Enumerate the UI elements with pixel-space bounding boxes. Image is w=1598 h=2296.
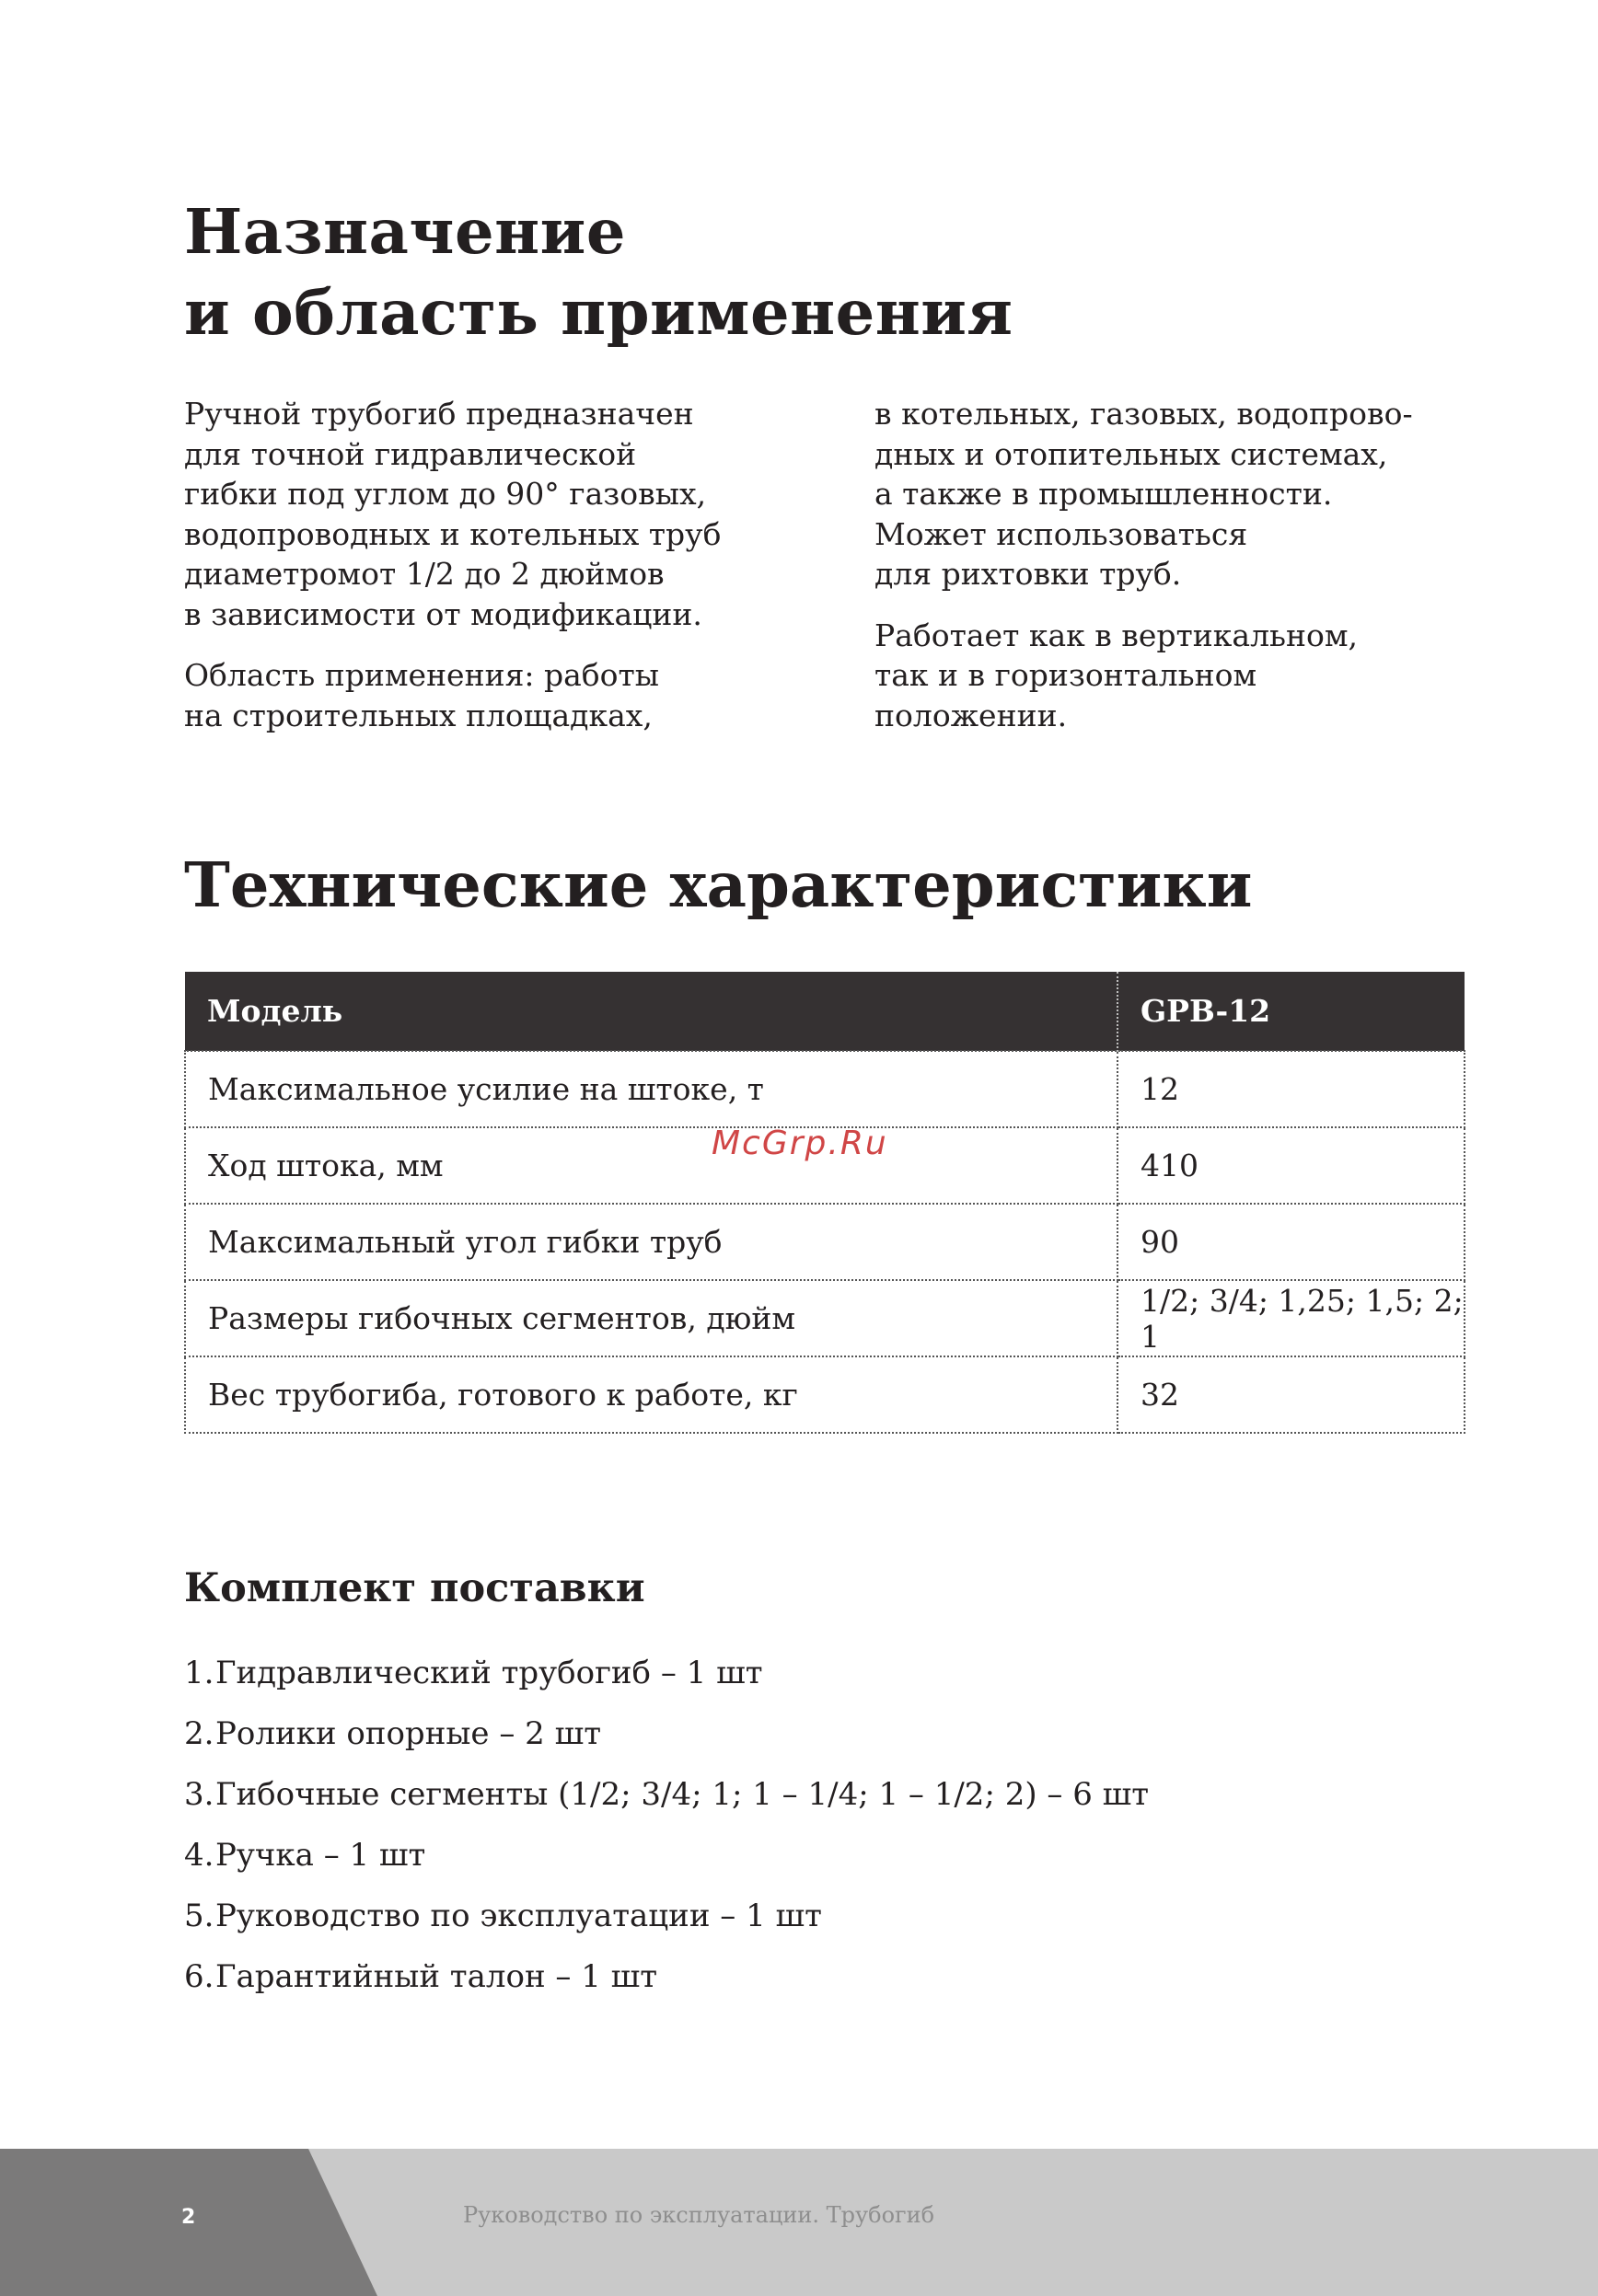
table-row: [185, 1356, 1465, 1433]
section-title-kit: Комплект поставки: [184, 1565, 645, 1611]
list-item-number: 3.: [184, 1776, 214, 1813]
section-title-specs: Технические характеристики: [184, 848, 1253, 921]
section-title-purpose-line1: Назначение: [184, 195, 626, 268]
intro-paragraph: в котельных, газовых, водопрово- дных и отопительных системах, а также в промышленности. Может использоваться для рихтовки труб.: [874, 396, 1413, 592]
intro-text: [184, 394, 1473, 756]
list-item: [184, 1643, 1149, 1703]
specs-table-header: [185, 972, 1465, 1051]
intro-paragraph: Работает как в вертикальном, так и в горизонтальном положении.: [874, 617, 1359, 733]
list-item-number: 5.: [184, 1898, 214, 1934]
list-item-text: Гидравлический трубогиб – 1 шт: [215, 1655, 763, 1691]
list-item-text: Ручка – 1 шт: [215, 1837, 426, 1874]
list-item-number: 2.: [184, 1715, 214, 1752]
list-item-text: Гибочные сегменты (1/2; 3/4; 1; 1 – 1/4; 1 – 1/2; 2) – 6 шт: [215, 1776, 1150, 1813]
spec-label: Ход штока, мм: [185, 1127, 1117, 1204]
intro-paragraph: Ручной трубогиб предназначен для точной гидравлической гибки под углом до 90° газовых, водопроводных и котельных труб диаметромот 1/2 до 2 дюймов в зависимости от модификации.: [184, 396, 722, 632]
spec-label: Максимальный угол гибки труб: [185, 1204, 1117, 1280]
list-item-text: Гарантийный талон – 1 шт: [215, 1958, 658, 1995]
table-row: [185, 1051, 1465, 1127]
section-title-purpose: [184, 191, 1013, 353]
kit-list: [184, 1643, 1149, 2007]
spec-value: 1/2; 3/4; 1,25; 1,5; 2; 1: [1117, 1280, 1465, 1356]
spec-label: Вес трубогиба, готового к работе, кг: [185, 1356, 1117, 1433]
intro-paragraph: Область применения: работы на строительных площадках,: [184, 657, 660, 733]
intro-column-left: [184, 394, 773, 756]
spec-value: 12: [1117, 1051, 1465, 1127]
list-item-number: 1.: [184, 1655, 214, 1691]
list-item-number: 4.: [184, 1837, 214, 1874]
list-item: [184, 1886, 1149, 1946]
specs-table: [184, 972, 1465, 1434]
intro-column-right: [874, 394, 1464, 756]
specs-header-cell: Модель: [185, 972, 1117, 1051]
spec-value: 90: [1117, 1204, 1465, 1280]
running-title: Руководство по эксплуатации. Трубогиб: [463, 2202, 935, 2228]
list-item-number: 6.: [184, 1958, 214, 1995]
page-footer: [0, 2149, 1598, 2296]
list-item: [184, 1764, 1149, 1825]
list-item: [184, 1703, 1149, 1764]
table-row: [185, 1280, 1465, 1356]
list-item-text: Руководство по эксплуатации – 1 шт: [215, 1898, 822, 1934]
spec-label: Размеры гибочных сегментов, дюйм: [185, 1280, 1117, 1356]
list-item: [184, 1825, 1149, 1886]
watermark: McGrp.Ru: [712, 1125, 888, 1162]
spec-value: 410: [1117, 1127, 1465, 1204]
specs-header-cell: GPB-12: [1117, 972, 1465, 1051]
section-title-purpose-line2: и область применения: [184, 276, 1013, 349]
spec-label: Максимальное усилие на штоке, т: [185, 1051, 1117, 1127]
list-item-text: Ролики опорные – 2 шт: [215, 1715, 602, 1752]
spec-value: 32: [1117, 1356, 1465, 1433]
list-item: [184, 1946, 1149, 2007]
table-row: [185, 1204, 1465, 1280]
page-number: 2: [181, 2206, 196, 2229]
